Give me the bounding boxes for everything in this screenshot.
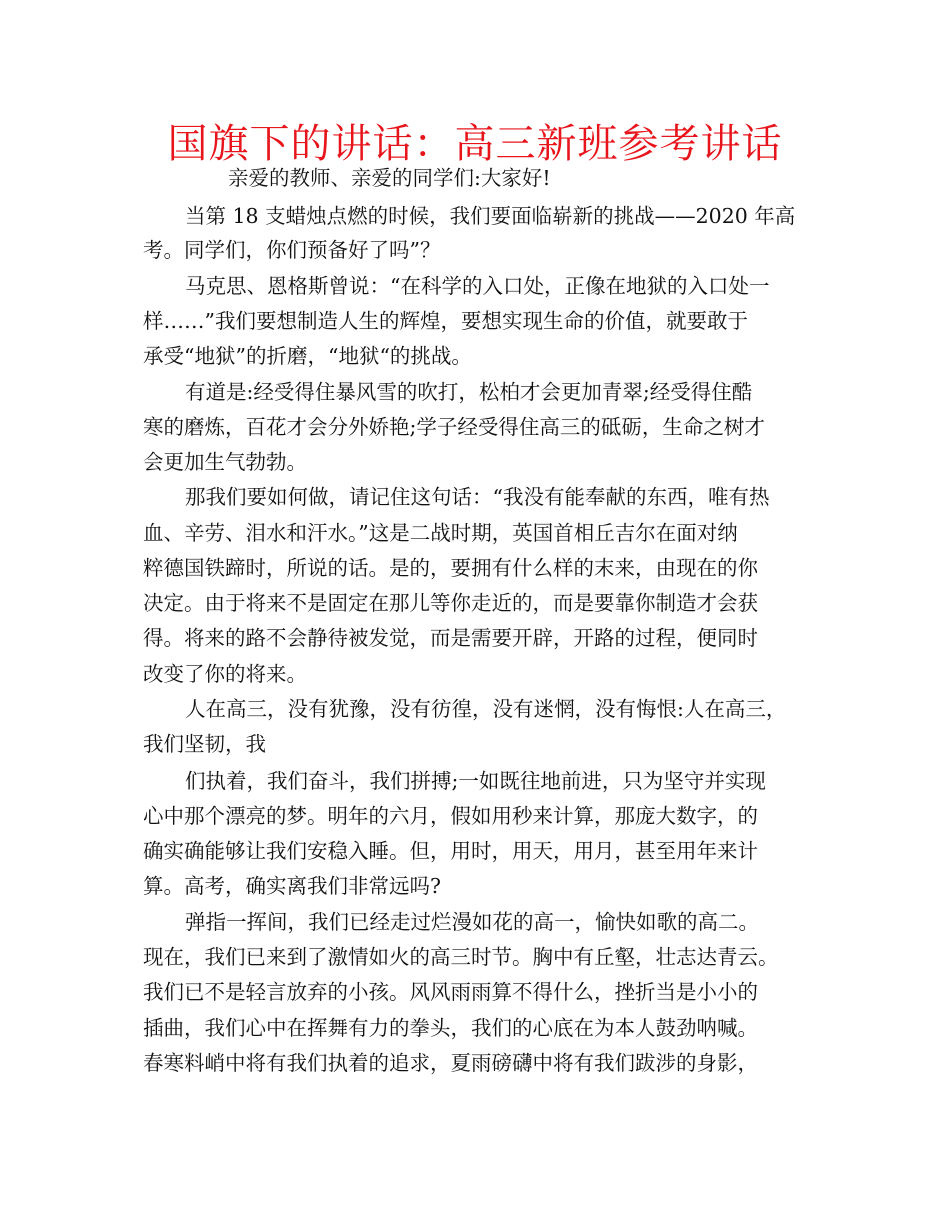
paragraph-line: 春寒料峭中将有我们执着的追求，夏雨磅礴中将有我们跋涉的身影， (143, 1051, 758, 1075)
greeting-line: 亲爱的教师、亲爱的同学们:大家好! (228, 166, 551, 190)
paragraph-line: 现在，我们已来到了激情如火的高三时节。胸中有丘壑，壮志达青云。 (143, 945, 779, 969)
paragraph-line: 那我们要如何做，请记住这句话：“我没有能奉献的东西，唯有热 (185, 485, 770, 509)
document-title: 国旗下的讲话：高三新班参考讲话 (167, 121, 783, 167)
paragraph-line: 当第 18 支蜡烛点燃的时候，我们要面临崭新的挑战——2020 年高 (185, 204, 796, 228)
paragraph-line: 弹指一挥间，我们已经走过烂漫如花的高一，愉快如歌的高二。 (185, 910, 759, 934)
paragraph-line: 血、辛劳、泪水和汗水。”这是二战时期，英国首相丘吉尔在面对纳 (143, 521, 738, 545)
paragraph-line: 改变了你的将来。 (143, 662, 307, 686)
paragraph-line: 有道是:经受得住暴风雪的吹打，松柏才会更加青翠;经受得住酷 (185, 380, 753, 404)
paragraph-line: 得。将来的路不会静待被发觉，而是需要开辟，开路的过程，便同时 (143, 626, 758, 650)
paragraph-line: 算。高考，确实离我们非常远吗? (143, 874, 441, 898)
paragraph-line: 考。同学们，你们预备好了吗”？ (143, 238, 441, 262)
paragraph-line: 会更加生气勃勃。 (143, 450, 307, 474)
paragraph-line: 寒的磨炼，百花才会分外娇艳;学子经受得住高三的砥砺，生命之树才 (143, 415, 765, 439)
paragraph-line: 承受“地狱”的折磨，“地狱“的挑战。 (143, 344, 472, 368)
paragraph-line: 们执着，我们奋斗，我们拼搏;一如既往地前进，只为坚守并实现 (185, 769, 766, 793)
paragraph-line: 我们已不是轻言放弃的小孩。风风雨雨算不得什么，挫折当是小小的 (143, 980, 758, 1004)
paragraph-line: 插曲，我们心中在挥舞有力的拳头，我们的心底在为本人鼓劲呐喊。 (143, 1016, 758, 1040)
paragraph-line: 人在高三，没有犹豫，没有彷徨，没有迷惘，没有悔恨:人在高三， (185, 697, 787, 721)
paragraph-line: 粹德国铁蹄时，所说的话。是的，要拥有什么样的末来，由现在的你 (143, 556, 758, 580)
paragraph-line: 我们坚韧，我 (143, 732, 266, 756)
paragraph-line: 决定。由于将来不是固定在那儿等你走近的，而是要靠你制造才会获 (143, 591, 758, 615)
paragraph-line: 确实确能够让我们安稳入睡。但，用时，用天，用月，甚至用年来计 (143, 839, 758, 863)
paragraph-line: 马克思、恩格斯曾说：“在科学的入口处，正像在地狱的入口处一 (185, 274, 770, 298)
paragraph-line: 心中那个漂亮的梦。明年的六月，假如用秒来计算，那庞大数字，的 (143, 804, 758, 828)
paragraph-line: 样……”我们要想制造人生的辉煌，要想实现生命的价值，就要敢于 (143, 309, 748, 333)
